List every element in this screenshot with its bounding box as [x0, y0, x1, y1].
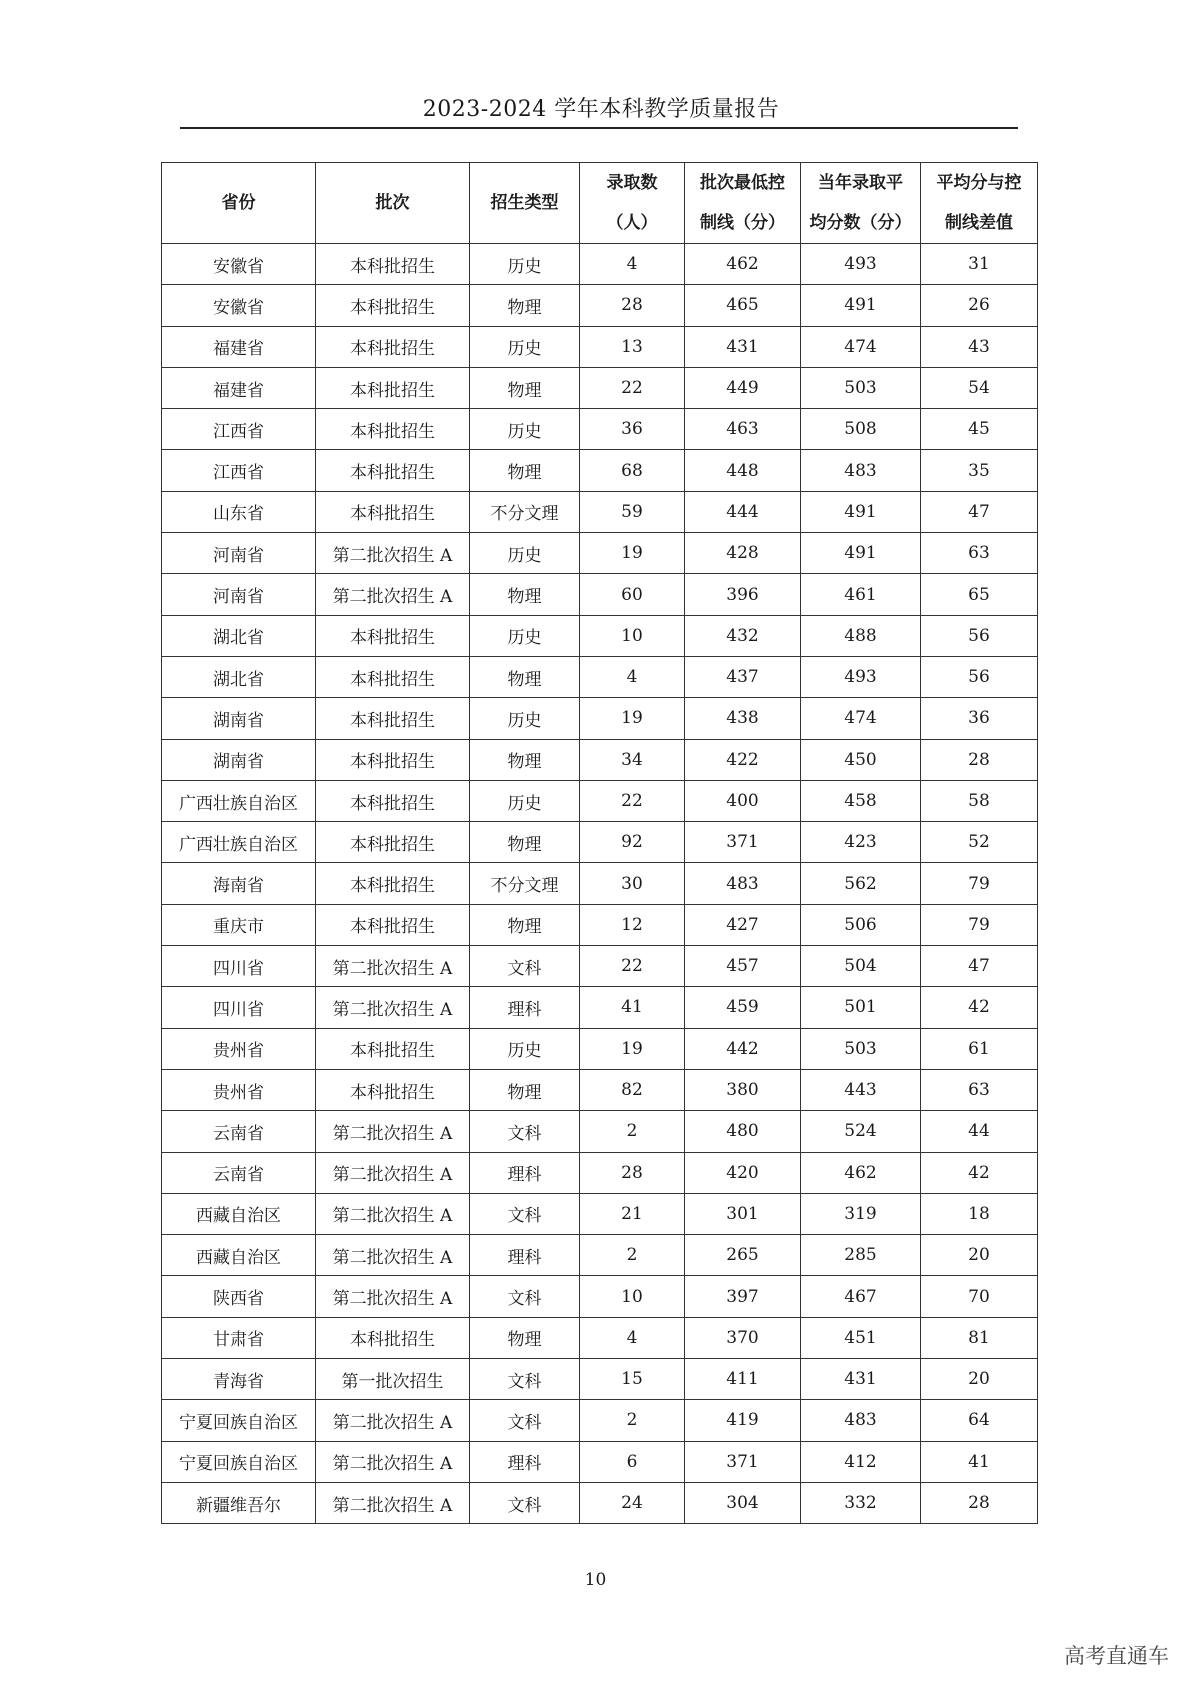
- table-cell: 43: [921, 326, 1038, 367]
- table-cell: 461: [801, 574, 921, 615]
- table-cell: 第二批次招生 A: [316, 1441, 470, 1482]
- table-cell: 443: [801, 1069, 921, 1110]
- table-cell: 本科批招生: [316, 409, 470, 450]
- table-cell: 491: [801, 491, 921, 532]
- table-cell: 第二批次招生 A: [316, 1152, 470, 1193]
- column-header: [316, 163, 470, 244]
- table-row: [162, 1152, 1038, 1193]
- table-cell: 41: [580, 987, 685, 1028]
- table-cell: 20: [921, 1235, 1038, 1276]
- table-cell: 432: [685, 615, 801, 656]
- table-cell: 历史: [470, 409, 580, 450]
- table-row: [162, 987, 1038, 1028]
- table-cell: 491: [801, 533, 921, 574]
- table-cell: 文科: [470, 1482, 580, 1523]
- table-cell: 36: [921, 698, 1038, 739]
- table-cell: 68: [580, 450, 685, 491]
- table-cell: 第二批次招生 A: [316, 1111, 470, 1152]
- table-cell: 理科: [470, 1152, 580, 1193]
- table-cell: 22: [580, 367, 685, 408]
- table-row: [162, 1441, 1038, 1482]
- table-cell: 501: [801, 987, 921, 1028]
- table-cell: 493: [801, 656, 921, 697]
- table-row: [162, 409, 1038, 450]
- table-cell: 61: [921, 1028, 1038, 1069]
- table-cell: 文科: [470, 1276, 580, 1317]
- table-cell: 30: [580, 863, 685, 904]
- table-cell: 70: [921, 1276, 1038, 1317]
- table-cell: 第二批次招生 A: [316, 1482, 470, 1523]
- table-cell: 重庆市: [162, 904, 316, 945]
- table-cell: 西藏自治区: [162, 1235, 316, 1276]
- table-cell: 371: [685, 822, 801, 863]
- table-cell: 湖南省: [162, 698, 316, 739]
- table-row: [162, 615, 1038, 656]
- table-cell: 319: [801, 1193, 921, 1234]
- table-cell: 504: [801, 946, 921, 987]
- table-cell: 380: [685, 1069, 801, 1110]
- table-cell: 12: [580, 904, 685, 945]
- column-header-line: 制线（分）: [700, 213, 785, 233]
- table-cell: 81: [921, 1317, 1038, 1358]
- column-header: [162, 163, 316, 244]
- table-cell: 463: [685, 409, 801, 450]
- table-cell: 493: [801, 244, 921, 285]
- table-cell: 本科批招生: [316, 244, 470, 285]
- table-cell: 安徽省: [162, 244, 316, 285]
- table-cell: 448: [685, 450, 801, 491]
- column-header-line: 批次: [375, 193, 410, 213]
- table-cell: 42: [921, 1152, 1038, 1193]
- table-cell: 19: [580, 698, 685, 739]
- table-cell: 20: [921, 1359, 1038, 1400]
- table-cell: 广西壮族自治区: [162, 780, 316, 821]
- table-row: [162, 1276, 1038, 1317]
- table-cell: 第二批次招生 A: [316, 1276, 470, 1317]
- column-header-line: （人）: [606, 213, 658, 233]
- table-cell: 442: [685, 1028, 801, 1069]
- table-cell: 本科批招生: [316, 450, 470, 491]
- column-header: [470, 163, 580, 244]
- column-header-line: 平均分与控: [936, 173, 1022, 193]
- table-cell: 28: [580, 285, 685, 326]
- table-cell: 河南省: [162, 574, 316, 615]
- column-header-line: 制线差值: [945, 213, 1013, 233]
- table-cell: 文科: [470, 1111, 580, 1152]
- table-cell: 文科: [470, 1193, 580, 1234]
- table-cell: 福建省: [162, 367, 316, 408]
- table-cell: 历史: [470, 615, 580, 656]
- table-cell: 历史: [470, 326, 580, 367]
- table-cell: 甘肃省: [162, 1317, 316, 1358]
- column-header: [801, 163, 921, 244]
- table-cell: 2: [580, 1111, 685, 1152]
- table-cell: 427: [685, 904, 801, 945]
- table-row: [162, 285, 1038, 326]
- table-cell: 265: [685, 1235, 801, 1276]
- table-row: [162, 1400, 1038, 1441]
- table-cell: 64: [921, 1400, 1038, 1441]
- table-row: [162, 326, 1038, 367]
- table-cell: 本科批招生: [316, 1069, 470, 1110]
- table-cell: 6: [580, 1441, 685, 1482]
- table-cell: 本科批招生: [316, 904, 470, 945]
- table-cell: 安徽省: [162, 285, 316, 326]
- table-cell: 宁夏回族自治区: [162, 1441, 316, 1482]
- table-cell: 江西省: [162, 450, 316, 491]
- table-cell: 不分文理: [470, 491, 580, 532]
- table-cell: 462: [801, 1152, 921, 1193]
- table-cell: 第二批次招生 A: [316, 1400, 470, 1441]
- table-cell: 411: [685, 1359, 801, 1400]
- table-cell: 历史: [470, 1028, 580, 1069]
- table-cell: 物理: [470, 574, 580, 615]
- table-cell: 2: [580, 1400, 685, 1441]
- table-cell: 物理: [470, 656, 580, 697]
- table-cell: 304: [685, 1482, 801, 1523]
- table-cell: 本科批招生: [316, 1317, 470, 1358]
- table-cell: 云南省: [162, 1152, 316, 1193]
- page-header-title: 2023-2024 学年本科教学质量报告: [422, 97, 780, 122]
- column-header: [580, 163, 685, 244]
- table-cell: 本科批招生: [316, 491, 470, 532]
- table-cell: 理科: [470, 1441, 580, 1482]
- table-cell: 本科批招生: [316, 739, 470, 780]
- table-cell: 河南省: [162, 533, 316, 574]
- table-row: [162, 244, 1038, 285]
- table-cell: 19: [580, 1028, 685, 1069]
- table-cell: 26: [921, 285, 1038, 326]
- table-cell: 488: [801, 615, 921, 656]
- table-cell: 本科批招生: [316, 367, 470, 408]
- table-cell: 2: [580, 1235, 685, 1276]
- table-cell: 47: [921, 491, 1038, 532]
- table-cell: 本科批招生: [316, 822, 470, 863]
- table-cell: 山东省: [162, 491, 316, 532]
- table-row: [162, 533, 1038, 574]
- table-cell: 65: [921, 574, 1038, 615]
- column-header-line: 当年录取平: [818, 173, 903, 193]
- table-cell: 本科批招生: [316, 698, 470, 739]
- table-cell: 371: [685, 1441, 801, 1482]
- table-cell: 35: [921, 450, 1038, 491]
- table-cell: 第二批次招生 A: [316, 1193, 470, 1234]
- table-cell: 青海省: [162, 1359, 316, 1400]
- table-row: [162, 574, 1038, 615]
- table-cell: 28: [921, 1482, 1038, 1523]
- table-cell: 4: [580, 244, 685, 285]
- header-rule: [180, 127, 1018, 129]
- watermark-text: 高考直通车: [1064, 1644, 1169, 1668]
- table-cell: 419: [685, 1400, 801, 1441]
- table-cell: 贵州省: [162, 1028, 316, 1069]
- table-cell: 湖南省: [162, 739, 316, 780]
- table-row: [162, 1111, 1038, 1152]
- table-row: [162, 739, 1038, 780]
- table-cell: 457: [685, 946, 801, 987]
- table-cell: 湖北省: [162, 615, 316, 656]
- table-cell: 陕西省: [162, 1276, 316, 1317]
- table-cell: 54: [921, 367, 1038, 408]
- table-cell: 396: [685, 574, 801, 615]
- column-header-line: 录取数: [606, 173, 658, 193]
- table-cell: 24: [580, 1482, 685, 1523]
- table-cell: 467: [801, 1276, 921, 1317]
- table-cell: 第二批次招生 A: [316, 574, 470, 615]
- table-cell: 本科批招生: [316, 1028, 470, 1069]
- column-header-line: 均分数（分）: [809, 213, 912, 233]
- table-cell: 文科: [470, 1400, 580, 1441]
- table-cell: 22: [580, 780, 685, 821]
- table-cell: 483: [685, 863, 801, 904]
- table-cell: 西藏自治区: [162, 1193, 316, 1234]
- table-cell: 福建省: [162, 326, 316, 367]
- table-cell: 第二批次招生 A: [316, 1235, 470, 1276]
- column-header-line: 批次最低控: [700, 173, 785, 193]
- table-cell: 四川省: [162, 946, 316, 987]
- table-cell: 广西壮族自治区: [162, 822, 316, 863]
- table-cell: 第二批次招生 A: [316, 946, 470, 987]
- table-cell: 第二批次招生 A: [316, 533, 470, 574]
- table-cell: 第二批次招生 A: [316, 987, 470, 1028]
- table-row: [162, 491, 1038, 532]
- table-cell: 370: [685, 1317, 801, 1358]
- table-row: [162, 946, 1038, 987]
- table-cell: 428: [685, 533, 801, 574]
- table-row: [162, 698, 1038, 739]
- table-cell: 82: [580, 1069, 685, 1110]
- table-row: [162, 863, 1038, 904]
- table-cell: 湖北省: [162, 656, 316, 697]
- table-cell: 36: [580, 409, 685, 450]
- table-cell: 508: [801, 409, 921, 450]
- table-cell: 301: [685, 1193, 801, 1234]
- table-cell: 285: [801, 1235, 921, 1276]
- table-cell: 物理: [470, 822, 580, 863]
- column-header-line: 省份: [221, 193, 256, 213]
- table-cell: 31: [921, 244, 1038, 285]
- table-cell: 412: [801, 1441, 921, 1482]
- table-cell: 42: [921, 987, 1038, 1028]
- table-cell: 422: [685, 739, 801, 780]
- table-cell: 19: [580, 533, 685, 574]
- table-cell: 483: [801, 450, 921, 491]
- table-cell: 56: [921, 615, 1038, 656]
- table-cell: 458: [801, 780, 921, 821]
- table-cell: 491: [801, 285, 921, 326]
- table-cell: 47: [921, 946, 1038, 987]
- table-cell: 四川省: [162, 987, 316, 1028]
- table-cell: 451: [801, 1317, 921, 1358]
- table-row: [162, 367, 1038, 408]
- table-cell: 503: [801, 1028, 921, 1069]
- table-cell: 79: [921, 863, 1038, 904]
- table-cell: 不分文理: [470, 863, 580, 904]
- table-cell: 理科: [470, 1235, 580, 1276]
- table-row: [162, 822, 1038, 863]
- table-cell: 第一批次招生: [316, 1359, 470, 1400]
- table-cell: 462: [685, 244, 801, 285]
- column-header: [921, 163, 1038, 244]
- table-cell: 宁夏回族自治区: [162, 1400, 316, 1441]
- table-cell: 历史: [470, 698, 580, 739]
- table-cell: 江西省: [162, 409, 316, 450]
- table-row: [162, 780, 1038, 821]
- table-cell: 本科批招生: [316, 326, 470, 367]
- table-cell: 63: [921, 533, 1038, 574]
- table-cell: 文科: [470, 1359, 580, 1400]
- admission-scores-table: [161, 162, 1038, 1524]
- table-cell: 474: [801, 698, 921, 739]
- table-cell: 贵州省: [162, 1069, 316, 1110]
- table-cell: 物理: [470, 367, 580, 408]
- table-cell: 397: [685, 1276, 801, 1317]
- table-cell: 92: [580, 822, 685, 863]
- table-cell: 18: [921, 1193, 1038, 1234]
- table-cell: 444: [685, 491, 801, 532]
- table-cell: 420: [685, 1152, 801, 1193]
- table-cell: 503: [801, 367, 921, 408]
- table-cell: 新疆维吾尔: [162, 1482, 316, 1523]
- table-cell: 438: [685, 698, 801, 739]
- table-cell: 41: [921, 1441, 1038, 1482]
- table-cell: 4: [580, 656, 685, 697]
- table-row: [162, 450, 1038, 491]
- table-cell: 437: [685, 656, 801, 697]
- table-cell: 物理: [470, 739, 580, 780]
- table-cell: 450: [801, 739, 921, 780]
- table-cell: 历史: [470, 244, 580, 285]
- table-cell: 15: [580, 1359, 685, 1400]
- table-cell: 34: [580, 739, 685, 780]
- table-row: [162, 1359, 1038, 1400]
- table-cell: 52: [921, 822, 1038, 863]
- table-row: [162, 656, 1038, 697]
- table-cell: 56: [921, 656, 1038, 697]
- table-cell: 45: [921, 409, 1038, 450]
- table-cell: 474: [801, 326, 921, 367]
- table-row: [162, 1317, 1038, 1358]
- table-cell: 海南省: [162, 863, 316, 904]
- table-cell: 63: [921, 1069, 1038, 1110]
- table-cell: 28: [580, 1152, 685, 1193]
- table-cell: 13: [580, 326, 685, 367]
- table-header-row: [162, 163, 1038, 244]
- table-cell: 332: [801, 1482, 921, 1523]
- table-cell: 物理: [470, 285, 580, 326]
- table-cell: 10: [580, 1276, 685, 1317]
- table-cell: 400: [685, 780, 801, 821]
- table-cell: 本科批招生: [316, 656, 470, 697]
- table-body: [162, 244, 1038, 1524]
- table-cell: 459: [685, 987, 801, 1028]
- table-cell: 506: [801, 904, 921, 945]
- table-cell: 历史: [470, 780, 580, 821]
- table-cell: 物理: [470, 450, 580, 491]
- table-cell: 423: [801, 822, 921, 863]
- table-cell: 物理: [470, 1069, 580, 1110]
- table-cell: 431: [801, 1359, 921, 1400]
- table-cell: 历史: [470, 533, 580, 574]
- table-cell: 物理: [470, 1317, 580, 1358]
- table-row: [162, 1235, 1038, 1276]
- table-row: [162, 1193, 1038, 1234]
- table-cell: 21: [580, 1193, 685, 1234]
- table-cell: 本科批招生: [316, 780, 470, 821]
- table-cell: 云南省: [162, 1111, 316, 1152]
- table-cell: 本科批招生: [316, 285, 470, 326]
- table-cell: 60: [580, 574, 685, 615]
- table-cell: 449: [685, 367, 801, 408]
- table-cell: 562: [801, 863, 921, 904]
- table-cell: 22: [580, 946, 685, 987]
- table-cell: 524: [801, 1111, 921, 1152]
- table-cell: 理科: [470, 987, 580, 1028]
- table-cell: 文科: [470, 946, 580, 987]
- table-cell: 物理: [470, 904, 580, 945]
- table-cell: 4: [580, 1317, 685, 1358]
- table-row: [162, 1028, 1038, 1069]
- table-row: [162, 1482, 1038, 1523]
- table-cell: 79: [921, 904, 1038, 945]
- table-cell: 483: [801, 1400, 921, 1441]
- table-row: [162, 1069, 1038, 1110]
- page-number: 10: [584, 1570, 607, 1590]
- table-cell: 431: [685, 326, 801, 367]
- column-header: [685, 163, 801, 244]
- table-cell: 58: [921, 780, 1038, 821]
- table-cell: 本科批招生: [316, 615, 470, 656]
- table-cell: 465: [685, 285, 801, 326]
- table-cell: 本科批招生: [316, 863, 470, 904]
- table-row: [162, 904, 1038, 945]
- table-cell: 28: [921, 739, 1038, 780]
- table-cell: 480: [685, 1111, 801, 1152]
- table-cell: 44: [921, 1111, 1038, 1152]
- column-header-line: 招生类型: [490, 193, 559, 213]
- table-cell: 10: [580, 615, 685, 656]
- table-cell: 59: [580, 491, 685, 532]
